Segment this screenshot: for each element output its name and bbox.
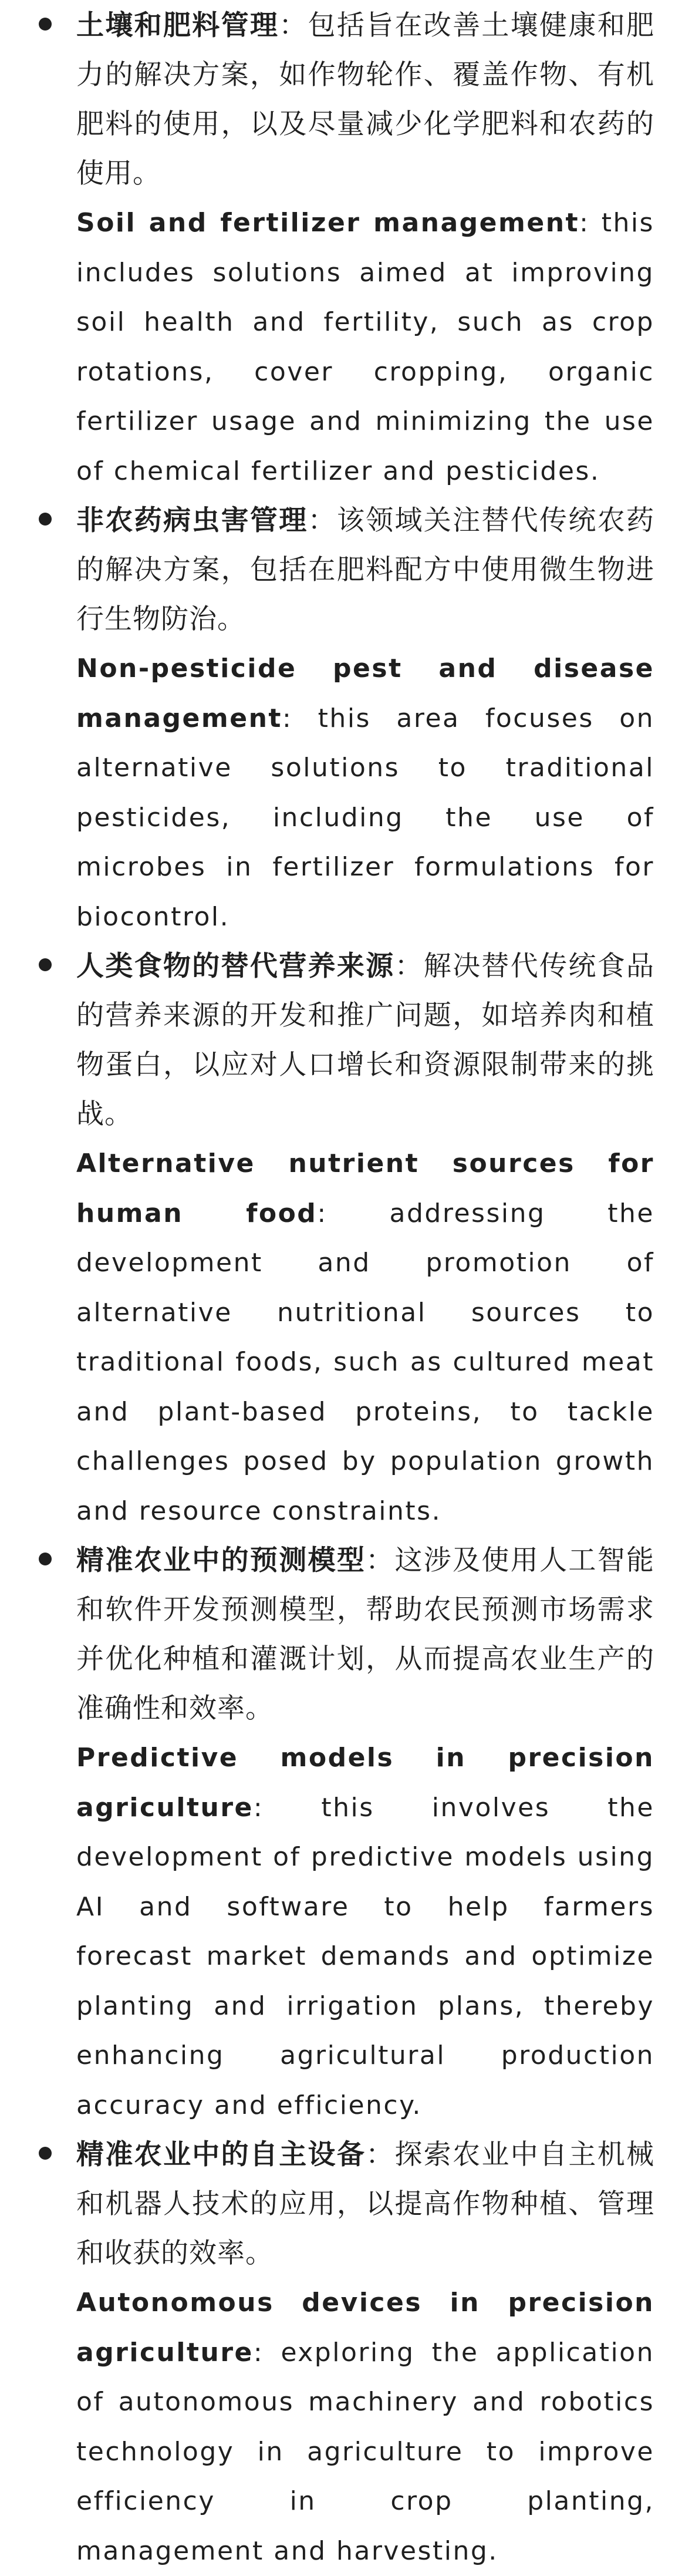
english-description: : this area focuses on alternative solutions to traditional pesticides, including the use of microbes in fertilizer formulations for biocontrol. (76, 703, 654, 932)
chinese-description: ：探索农业中自主机械和机器人技术的应用，以提高作物种植、管理和收获的效率。 (76, 2139, 655, 2269)
bullet-dot-icon (39, 18, 52, 31)
chinese-term: 土壤和肥料管理 (76, 9, 279, 42)
english-description: : this involves the development of predictive models using AI and software to help farmers forecast market demands and optimize planting and irrigation plans, thereby enhancing agricultural production accuracy and efficiency. (76, 1792, 654, 2120)
list-item-soil-fertilizer (27, 1, 654, 496)
chinese-term: 精准农业中的自主设备 (76, 2139, 366, 2171)
list-item-autonomous-devices (27, 2130, 654, 2576)
bullet-dot-icon (39, 958, 52, 971)
english-description: : this includes solutions aimed at improving soil health and fertility, such as crop rotations, cover cropping, organic fertilizer usage and minimizing the use of chemical fertilizer and pesticides. (76, 208, 654, 486)
english-paragraph (76, 2278, 654, 2576)
chinese-description: ：包括旨在改善土壤健康和肥力的解决方案，如作物轮作、覆盖作物、有机肥料的使用，以及尽量减少化学肥料和农药的使用。 (76, 9, 655, 190)
chinese-paragraph (76, 1536, 654, 1733)
chinese-term: 人类食物的替代营养来源 (76, 950, 395, 982)
chinese-description: ：解决替代传统食品的营养来源的开发和推广问题，如培养肉和植物蛋白，以应对人口增长和资源限制带来的挑战。 (76, 950, 655, 1130)
english-paragraph (76, 1733, 654, 2130)
english-paragraph (76, 1139, 654, 1536)
list-item-alternative-nutrients (27, 942, 654, 1536)
chinese-description: ：这涉及使用人工智能和软件开发预测模型，帮助农民预测市场需求并优化种植和灌溉计划，从而提高农业生产的准确性和效率。 (76, 1544, 655, 1725)
english-term: Predictive models in precision agriculture (76, 1743, 654, 1823)
chinese-paragraph (76, 2130, 654, 2278)
bullet-dot-icon (39, 2147, 52, 2160)
list-item-non-pesticide (27, 496, 654, 942)
bullet-dot-icon (39, 1553, 52, 1565)
english-term: Autonomous devices in precision agriculture (76, 2288, 654, 2368)
list-item-predictive-models (27, 1536, 654, 2130)
chinese-paragraph (76, 1, 654, 198)
chinese-paragraph (76, 942, 654, 1139)
chinese-term: 非农药病虫害管理 (76, 504, 308, 537)
bullet-dot-icon (39, 513, 52, 526)
english-description: : addressing the development and promotion of alternative nutritional sources to traditional foods, such as cultured meat and plant-based proteins, to tackle challenges posed by population growth and resource constraints. (76, 1198, 654, 1526)
english-paragraph (76, 198, 654, 496)
chinese-description: ：该领域关注替代传统农药的解决方案，包括在肥料配方中使用微生物进行生物防治。 (76, 504, 655, 635)
english-term: Non-pesticide pest and disease management (76, 654, 654, 733)
english-paragraph (76, 644, 654, 942)
english-description: : exploring the application of autonomous machinery and robotics technology in agriculture to improve efficiency in crop planting, management and harvesting. (76, 2337, 654, 2566)
english-term: Alternative nutrient sources for human food (76, 1149, 654, 1228)
chinese-term: 精准农业中的预测模型 (76, 1544, 366, 1577)
chinese-paragraph (76, 496, 654, 644)
english-term: Soil and fertilizer management (76, 208, 580, 238)
